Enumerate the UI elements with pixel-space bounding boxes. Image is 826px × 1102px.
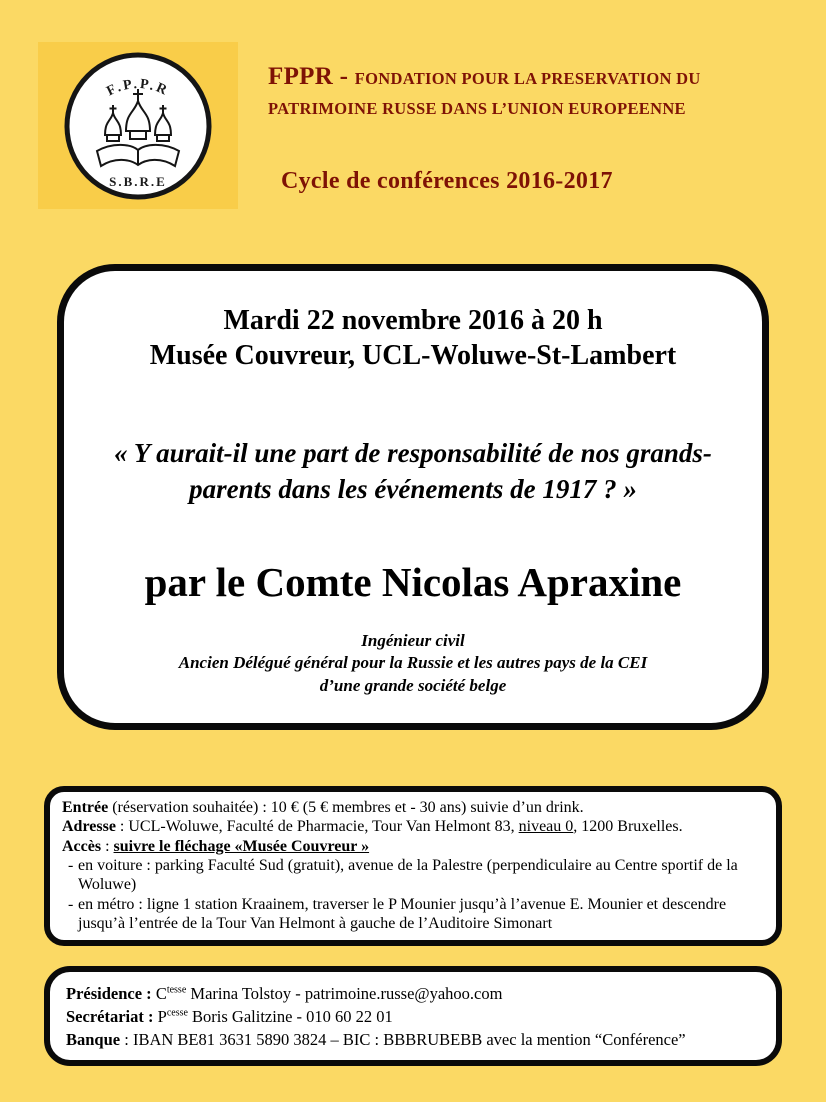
org-name-part1: FONDATION POUR LA PRESERVATION DU bbox=[354, 69, 701, 88]
entree-text: (réservation souhaitée) : 10 € (5 € membres et - 30 ans) suivie d’un drink. bbox=[108, 799, 584, 816]
bullet-dash: - bbox=[68, 857, 74, 875]
bullet-dash: - bbox=[68, 895, 74, 913]
logo-bottom-text: S.B.R.E bbox=[109, 174, 167, 189]
speaker-bio-line2: Ancien Délégué général pour la Russie et les autres pays de la CEI bbox=[178, 653, 648, 673]
adresse-line bbox=[62, 817, 764, 836]
adresse-text-after: , 1200 Bruxelles. bbox=[573, 818, 683, 836]
banque-label: Banque bbox=[66, 1029, 121, 1049]
banque-text: : IBAN BE81 3631 5890 3824 – BIC : BBBRUBEBB avec la mention “Conférence” bbox=[120, 1029, 686, 1049]
acces-separator: : bbox=[101, 837, 114, 855]
acces-text: suivre le fléchage «Musée Couvreur » bbox=[113, 837, 370, 855]
cycle-title: Cycle de conférences 2016-2017 bbox=[281, 168, 613, 194]
event-box bbox=[57, 264, 769, 730]
speaker-bio-line1: Ingénieur civil bbox=[361, 630, 465, 650]
bullet-voiture-text: en voiture : parking Faculté Sud (gratuit), avenue de la Palestre (perpendiculaire au Centre sportif de la Woluwe) bbox=[78, 857, 738, 894]
bullet-metro-text: en métro : ligne 1 station Kraainem, traverser le P Mounier jusqu’à l’avenue E. Mounier et descendre jusqu’à l’entrée de la Tour Van Helmont à gauche de l’Auditoire Simonart bbox=[78, 895, 727, 933]
fppr-logo-icon bbox=[61, 49, 215, 203]
event-question: « Y aurait-il une part de responsabilité de nos grands-parents dans les événements de 1917 ? » bbox=[114, 438, 712, 505]
secretariat-line bbox=[66, 1006, 760, 1029]
speaker-bio bbox=[64, 630, 762, 697]
org-title bbox=[268, 62, 813, 124]
presidence-text: Marina Tolstoy - patrimoine.russe@yahoo.com bbox=[186, 984, 503, 1003]
org-title-line1 bbox=[268, 62, 813, 94]
fppr-logo bbox=[38, 42, 238, 209]
event-venue: Musée Couvreur, UCL-Woluwe-St-Lambert bbox=[149, 340, 677, 371]
org-name-part2: PATRIMOINE RUSSE DANS L’UNION EUROPEENNE bbox=[268, 99, 686, 118]
presidence-label: Présidence : bbox=[66, 984, 152, 1003]
entree-line bbox=[62, 798, 764, 817]
adresse-niveau: niveau 0 bbox=[518, 818, 574, 836]
logo-top-text: F.P.P.R bbox=[104, 77, 172, 100]
adresse-text-before: : UCL-Woluwe, Faculté de Pharmacie, Tour Van Helmont 83, bbox=[115, 818, 519, 836]
presidence-prefix: C bbox=[151, 984, 167, 1003]
secretariat-prefix: P bbox=[153, 1006, 167, 1026]
secretariat-label: Secrétariat : bbox=[66, 1006, 154, 1026]
presidence-superscript: tesse bbox=[166, 984, 187, 996]
secretariat-text: Boris Galitzine - 010 60 22 01 bbox=[187, 1006, 393, 1026]
secretariat-superscript: cesse bbox=[166, 1007, 188, 1019]
contact-box bbox=[44, 966, 782, 1066]
speaker-bio-line3: d’une grande société belge bbox=[319, 675, 507, 695]
presidence-line bbox=[66, 983, 760, 1006]
entree-label: Entrée bbox=[62, 799, 109, 816]
bullet-voiture bbox=[62, 856, 764, 895]
org-title-line2 bbox=[268, 94, 813, 124]
event-date: Mardi 22 novembre 2016 à 20 h bbox=[223, 305, 603, 336]
acces-line bbox=[62, 837, 764, 856]
banque-line bbox=[66, 1029, 760, 1052]
practical-info-box bbox=[44, 786, 782, 946]
adresse-label: Adresse bbox=[62, 818, 116, 836]
org-acronym: FPPR - bbox=[268, 63, 355, 90]
bullet-metro bbox=[62, 895, 764, 934]
speaker-name: par le Comte Nicolas Apraxine bbox=[144, 558, 682, 605]
acces-label: Accès bbox=[62, 837, 102, 855]
